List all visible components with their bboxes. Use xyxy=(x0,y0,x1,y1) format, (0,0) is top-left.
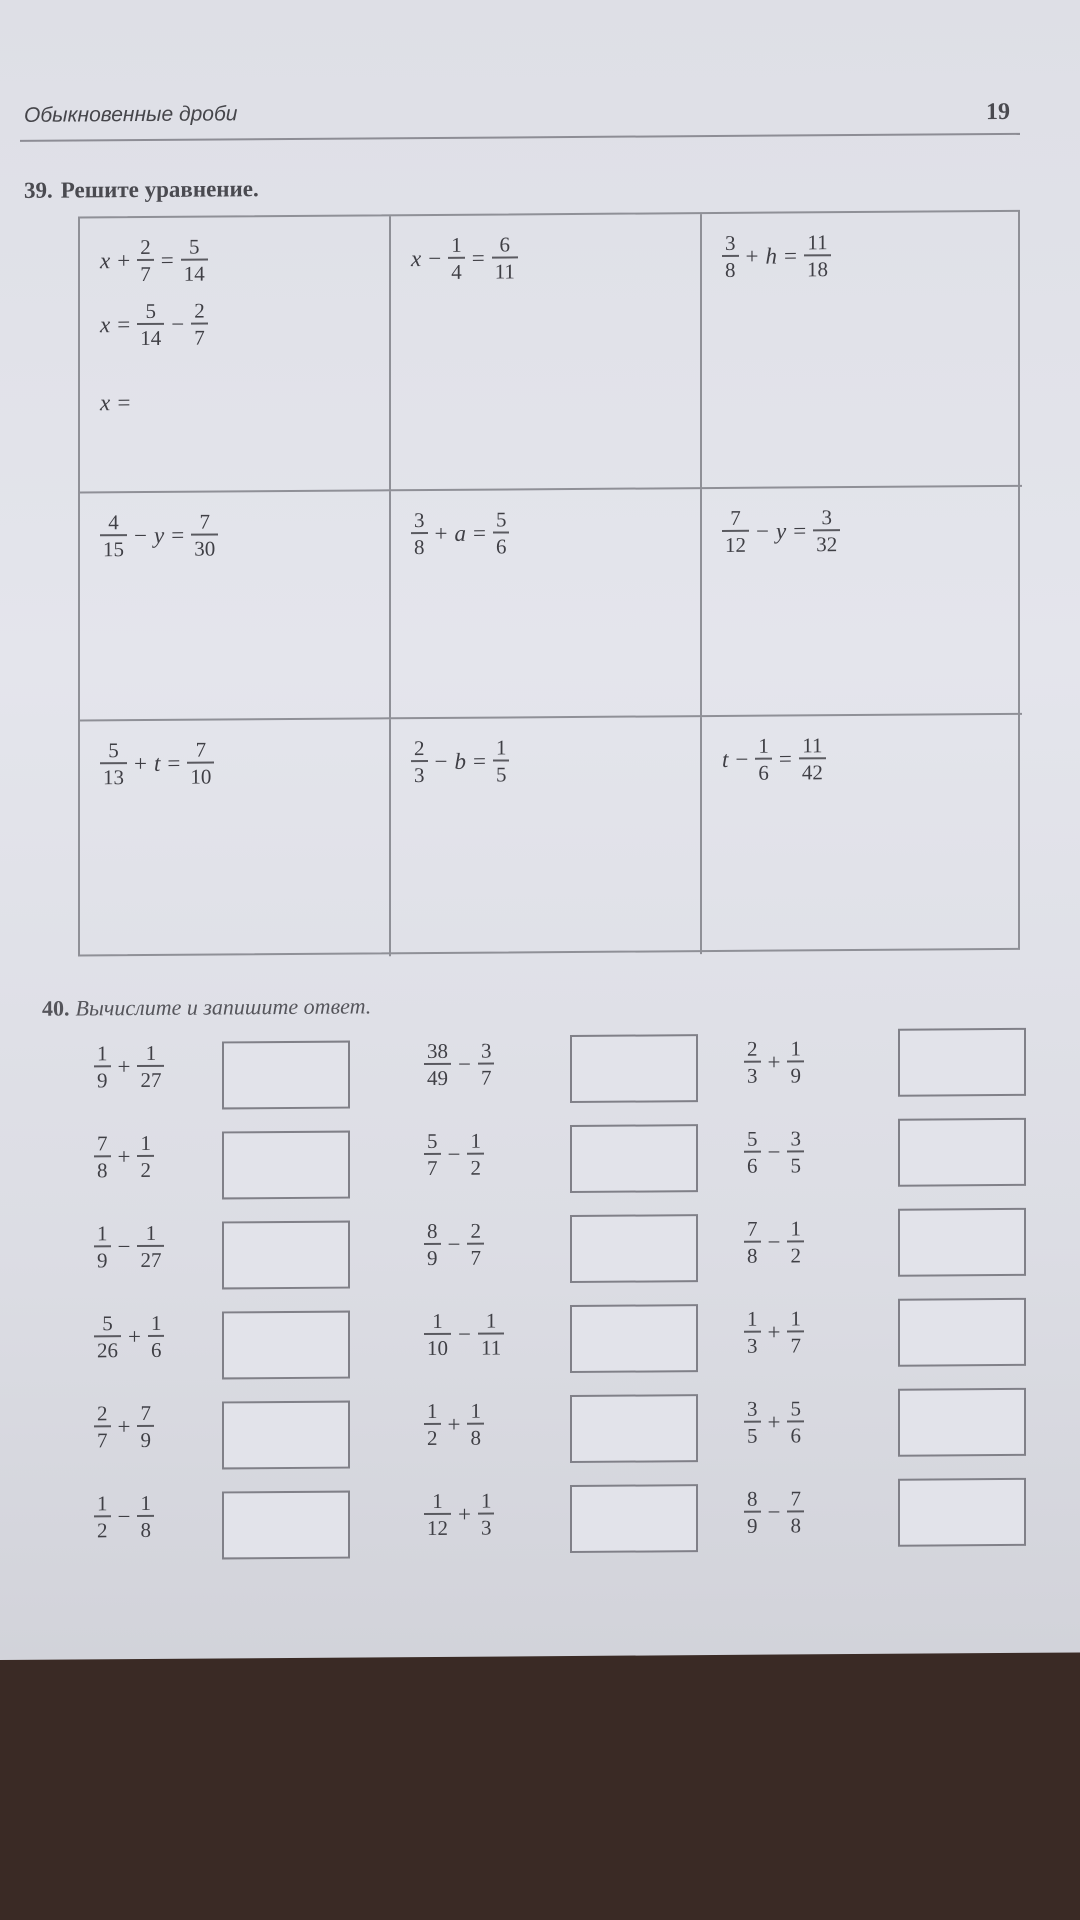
operator: + xyxy=(767,1319,781,1345)
expression xyxy=(722,230,1022,282)
answer-box[interactable] xyxy=(222,1311,350,1380)
numerator: 5 xyxy=(747,1126,758,1151)
denominator: 7 xyxy=(94,1425,111,1452)
numerator: 1 xyxy=(470,1128,481,1153)
equals-sign: = xyxy=(117,312,131,338)
fraction xyxy=(493,736,510,786)
fraction xyxy=(424,1130,441,1180)
fraction xyxy=(137,1132,154,1182)
denominator: 9 xyxy=(424,1243,441,1270)
numerator: 1 xyxy=(97,1491,108,1516)
operator: + xyxy=(128,1324,141,1350)
denominator: 3 xyxy=(411,760,428,787)
denominator: 6 xyxy=(755,758,772,785)
operator: − xyxy=(767,1229,781,1255)
fraction xyxy=(137,1222,164,1272)
answer-box[interactable] xyxy=(222,1491,350,1560)
numerator: 2 xyxy=(140,234,151,260)
equals-sign: = xyxy=(778,746,792,772)
fraction xyxy=(467,1220,484,1270)
numerator: 8 xyxy=(427,1218,438,1244)
denominator: 3 xyxy=(478,1513,495,1540)
variable: x xyxy=(411,246,422,272)
variable: a xyxy=(454,520,466,546)
denominator: 4 xyxy=(448,257,465,284)
expression xyxy=(411,232,700,284)
variable: h xyxy=(765,243,777,269)
fraction xyxy=(191,510,218,560)
numerator: 1 xyxy=(432,1488,443,1513)
answer-box[interactable] xyxy=(222,1401,350,1470)
numerator: 1 xyxy=(97,1221,108,1246)
variable: b xyxy=(454,748,466,774)
numerator: 7 xyxy=(747,1216,758,1241)
equation-cell[interactable] xyxy=(702,487,1022,717)
answer-box[interactable] xyxy=(898,1478,1026,1547)
fraction xyxy=(94,1492,111,1542)
fraction xyxy=(478,1309,504,1359)
denominator: 6 xyxy=(744,1151,761,1178)
equation-cell[interactable] xyxy=(702,212,1022,489)
numerator: 1 xyxy=(145,1040,157,1065)
fraction xyxy=(787,1037,804,1087)
numerator: 1 xyxy=(790,1306,801,1331)
equation-cell[interactable] xyxy=(80,491,391,721)
fraction xyxy=(787,1307,804,1357)
numerator: 1 xyxy=(790,1036,801,1061)
expression xyxy=(424,1040,494,1091)
expression xyxy=(424,1309,504,1360)
expression xyxy=(744,1037,804,1088)
answer-box[interactable] xyxy=(222,1041,350,1110)
operator: + xyxy=(434,520,448,547)
denominator: 3 xyxy=(744,1061,761,1088)
fraction xyxy=(755,735,772,785)
equation-cell[interactable] xyxy=(391,214,702,491)
denominator: 2 xyxy=(137,1155,154,1182)
expression xyxy=(744,1487,804,1538)
fraction xyxy=(787,1127,804,1177)
numerator: 1 xyxy=(140,1490,151,1516)
fraction xyxy=(744,1398,761,1448)
denominator: 8 xyxy=(137,1515,154,1542)
operator: + xyxy=(117,1414,131,1440)
denominator: 7 xyxy=(787,1330,804,1357)
operator: − xyxy=(458,1321,471,1347)
numerator: 4 xyxy=(108,510,119,535)
denominator: 42 xyxy=(799,757,826,784)
denominator: 7 xyxy=(478,1063,495,1090)
expression xyxy=(424,1400,484,1451)
expression xyxy=(411,507,700,559)
expression xyxy=(424,1490,494,1541)
denominator: 8 xyxy=(467,1423,484,1450)
task-40-title xyxy=(42,993,371,1021)
denominator: 11 xyxy=(492,256,518,283)
task-39-number: 39. xyxy=(24,177,53,203)
operator: + xyxy=(767,1049,781,1075)
numerator: 7 xyxy=(97,1131,108,1156)
denominator: 9 xyxy=(94,1245,111,1272)
denominator: 8 xyxy=(787,1510,804,1537)
expression xyxy=(100,737,389,789)
equals-sign: = xyxy=(472,520,486,546)
fraction xyxy=(813,506,840,556)
numerator: 3 xyxy=(414,508,425,533)
variable: t xyxy=(153,750,161,777)
denominator: 18 xyxy=(804,254,831,281)
operator: − xyxy=(458,1051,471,1077)
denominator: 7 xyxy=(424,1153,441,1180)
operator: − xyxy=(171,311,185,338)
expression xyxy=(744,1397,804,1448)
operator: + xyxy=(134,751,147,777)
fraction xyxy=(424,1220,441,1270)
numerator: 1 xyxy=(451,232,462,257)
task-40-text: Вычислите и запишите ответ. xyxy=(75,993,372,1021)
expression xyxy=(94,1132,154,1183)
numerator: 3 xyxy=(725,230,736,255)
operator: + xyxy=(745,243,759,269)
operator: − xyxy=(434,748,448,775)
expression xyxy=(411,735,700,787)
fraction xyxy=(94,1402,111,1452)
operator: − xyxy=(756,518,769,544)
denominator: 30 xyxy=(191,534,218,561)
numerator: 5 xyxy=(145,299,156,324)
numerator: 5 xyxy=(108,738,119,763)
running-head: Обыкновенные дроби xyxy=(24,102,238,127)
fraction xyxy=(148,1312,165,1362)
fraction xyxy=(424,1400,441,1450)
expression xyxy=(94,1222,164,1273)
denominator: 7 xyxy=(191,323,208,350)
fraction xyxy=(787,1487,804,1537)
fraction xyxy=(137,1042,164,1092)
equation-cell[interactable] xyxy=(391,489,702,719)
variable: t xyxy=(722,747,729,773)
fraction xyxy=(478,1040,495,1090)
fraction xyxy=(100,511,127,561)
fraction xyxy=(787,1397,804,1447)
answer-box[interactable] xyxy=(570,1394,698,1463)
denominator: 2 xyxy=(424,1423,441,1450)
numerator: 6 xyxy=(499,232,511,257)
denominator: 3 xyxy=(744,1331,761,1358)
fraction xyxy=(94,1042,111,1092)
numerator: 3 xyxy=(821,505,832,530)
operator: + xyxy=(117,1054,131,1080)
fraction xyxy=(411,509,428,559)
fraction xyxy=(478,1490,495,1540)
fraction xyxy=(137,1492,154,1542)
operator: − xyxy=(767,1499,781,1525)
numerator: 2 xyxy=(194,298,205,323)
equation-cell[interactable] xyxy=(702,715,1022,954)
numerator: 1 xyxy=(485,1308,497,1333)
equals-sign: = xyxy=(471,245,485,271)
denominator: 6 xyxy=(493,532,510,559)
expression xyxy=(100,298,389,350)
numerator: 1 xyxy=(747,1306,758,1331)
fraction xyxy=(100,739,127,789)
equals-sign: = xyxy=(793,518,807,544)
page-number: 19 xyxy=(986,98,1010,126)
equation-steps xyxy=(100,737,389,789)
numerator: 5 xyxy=(427,1128,438,1154)
numerator: 3 xyxy=(747,1396,758,1421)
fraction xyxy=(744,1038,761,1088)
numerator: 1 xyxy=(495,735,507,760)
answer-box[interactable] xyxy=(570,1304,698,1373)
answer-box[interactable] xyxy=(898,1118,1026,1187)
operator: − xyxy=(117,1234,131,1260)
fraction xyxy=(744,1128,761,1178)
fraction xyxy=(424,1310,451,1360)
equals-sign: = xyxy=(472,748,486,774)
task-39-text: Решите уравнение. xyxy=(60,176,259,203)
numerator: 7 xyxy=(730,505,741,530)
fraction xyxy=(424,1040,451,1090)
denominator: 11 xyxy=(478,1333,504,1360)
denominator: 9 xyxy=(137,1425,154,1452)
equation-steps xyxy=(411,232,700,284)
equation-steps xyxy=(722,505,1022,557)
numerator: 1 xyxy=(140,1130,151,1156)
expression xyxy=(424,1130,484,1181)
fraction xyxy=(94,1222,111,1272)
header-rule xyxy=(20,133,1020,142)
denominator: 9 xyxy=(744,1511,761,1538)
denominator: 8 xyxy=(744,1241,761,1268)
equations-table xyxy=(78,210,1020,957)
answer-box[interactable] xyxy=(898,1208,1026,1277)
expression xyxy=(94,1312,164,1363)
fraction xyxy=(448,234,465,284)
answer-box[interactable] xyxy=(570,1214,698,1283)
numerator: 11 xyxy=(807,230,828,255)
answer-box[interactable] xyxy=(222,1131,350,1200)
fraction xyxy=(744,1218,761,1268)
fraction xyxy=(191,300,208,350)
denominator: 14 xyxy=(137,323,164,350)
numerator: 1 xyxy=(427,1398,438,1424)
numerator: 7 xyxy=(199,509,210,534)
operator: − xyxy=(428,246,442,272)
numerator: 38 xyxy=(427,1038,448,1064)
fraction xyxy=(424,1490,451,1540)
denominator: 6 xyxy=(148,1335,165,1362)
fraction xyxy=(467,1130,484,1180)
fraction xyxy=(804,231,831,281)
equals-sign: = xyxy=(160,247,174,273)
fraction xyxy=(744,1488,761,1538)
fraction xyxy=(137,1402,154,1452)
numerator: 1 xyxy=(97,1041,108,1066)
numerator: 1 xyxy=(145,1220,157,1245)
equation-steps xyxy=(411,507,700,559)
numerator: 1 xyxy=(758,733,769,758)
operator: + xyxy=(458,1501,471,1527)
numerator: 5 xyxy=(790,1396,801,1421)
operator: + xyxy=(117,1144,131,1170)
operator: − xyxy=(134,523,147,549)
fraction xyxy=(411,737,428,787)
numerator: 7 xyxy=(790,1486,801,1511)
numerator: 8 xyxy=(747,1486,758,1511)
numerator: 1 xyxy=(432,1308,443,1333)
denominator: 27 xyxy=(137,1245,164,1272)
equation-steps xyxy=(722,230,1022,282)
equals-sign: = xyxy=(783,243,797,269)
numerator: 11 xyxy=(802,733,823,758)
denominator: 12 xyxy=(722,530,749,557)
numerator: 7 xyxy=(140,1400,151,1426)
equation-cell[interactable] xyxy=(80,719,391,958)
numerator: 1 xyxy=(470,1398,481,1423)
equation-steps xyxy=(411,735,700,787)
answer-box[interactable] xyxy=(898,1388,1026,1457)
equation-cell[interactable] xyxy=(80,216,391,493)
expression xyxy=(722,733,1022,785)
expression xyxy=(744,1307,804,1358)
operator: + xyxy=(767,1409,781,1435)
operator: − xyxy=(735,746,749,772)
task-39-title xyxy=(24,176,259,204)
numerator: 5 xyxy=(102,1311,113,1336)
expression xyxy=(744,1127,804,1178)
answer-box[interactable] xyxy=(570,1034,698,1103)
denominator: 2 xyxy=(787,1240,804,1267)
answer-line: x = xyxy=(100,390,132,416)
answer-box[interactable] xyxy=(898,1028,1026,1097)
equals-sign: = xyxy=(171,522,185,548)
denominator: 10 xyxy=(187,762,214,789)
denominator: 2 xyxy=(467,1153,484,1180)
denominator: 5 xyxy=(744,1421,761,1448)
fraction xyxy=(493,508,510,558)
denominator: 5 xyxy=(787,1150,804,1177)
numerator: 2 xyxy=(97,1401,108,1426)
operator: − xyxy=(767,1139,781,1165)
numerator: 5 xyxy=(495,507,507,532)
computation-exercises xyxy=(70,1028,1030,1543)
denominator: 5 xyxy=(493,760,510,787)
operator: + xyxy=(117,248,131,274)
denominator: 15 xyxy=(100,534,127,561)
fraction xyxy=(722,232,739,282)
denominator: 2 xyxy=(94,1515,111,1542)
fraction xyxy=(181,236,208,286)
expression xyxy=(100,509,389,561)
fraction xyxy=(467,1400,484,1450)
equation-cell[interactable] xyxy=(391,717,702,956)
fraction xyxy=(137,300,164,350)
fraction xyxy=(187,739,214,789)
numerator: 1 xyxy=(150,1310,162,1335)
numerator: 3 xyxy=(790,1126,801,1151)
equation-steps xyxy=(100,234,389,416)
denominator: 13 xyxy=(100,762,127,789)
expression xyxy=(94,1492,154,1543)
numerator: 2 xyxy=(470,1218,481,1243)
denominator: 7 xyxy=(137,259,154,286)
denominator: 49 xyxy=(424,1063,451,1090)
denominator: 14 xyxy=(181,259,208,286)
task-40-number: 40. xyxy=(42,995,70,1021)
answer-box[interactable] xyxy=(570,1124,698,1193)
answer-box[interactable] xyxy=(222,1221,350,1290)
variable: x xyxy=(100,312,111,338)
operator: − xyxy=(447,1231,461,1257)
fraction xyxy=(94,1132,111,1182)
denominator: 6 xyxy=(787,1420,804,1447)
denominator: 9 xyxy=(94,1065,111,1092)
numerator: 1 xyxy=(790,1216,801,1241)
expression xyxy=(100,234,389,286)
expression xyxy=(424,1220,484,1271)
denominator: 32 xyxy=(813,529,840,556)
expression xyxy=(744,1217,804,1268)
denominator: 26 xyxy=(94,1335,121,1362)
denominator: 7 xyxy=(467,1243,484,1270)
denominator: 8 xyxy=(94,1155,111,1182)
variable: y xyxy=(153,522,165,549)
expression xyxy=(94,1042,164,1093)
variable: y xyxy=(775,518,787,544)
equals-sign: = xyxy=(167,750,181,776)
numerator: 3 xyxy=(480,1038,492,1063)
fraction xyxy=(137,236,154,286)
denominator: 12 xyxy=(424,1513,451,1540)
expression xyxy=(722,505,1022,557)
numerator: 1 xyxy=(480,1488,492,1513)
fraction xyxy=(94,1312,121,1362)
numerator: 2 xyxy=(414,736,425,761)
denominator: 9 xyxy=(787,1060,804,1087)
answer-box[interactable] xyxy=(570,1484,698,1553)
equation-steps xyxy=(100,509,389,561)
numerator: 5 xyxy=(188,234,200,259)
fraction xyxy=(722,507,749,557)
numerator: 2 xyxy=(747,1036,758,1061)
answer-box[interactable] xyxy=(898,1298,1026,1367)
operator: + xyxy=(447,1411,461,1437)
numerator: 7 xyxy=(195,737,207,762)
fraction xyxy=(744,1308,761,1358)
expression xyxy=(94,1402,154,1453)
denominator: 10 xyxy=(424,1333,451,1360)
denominator: 8 xyxy=(722,255,739,282)
operator: − xyxy=(447,1141,461,1167)
variable: x xyxy=(100,248,111,274)
denominator: 27 xyxy=(137,1065,164,1092)
fraction xyxy=(787,1217,804,1267)
equation-steps xyxy=(722,733,1022,785)
fraction xyxy=(799,734,826,784)
fraction xyxy=(492,233,518,283)
denominator: 8 xyxy=(411,532,428,559)
operator: − xyxy=(117,1504,131,1530)
